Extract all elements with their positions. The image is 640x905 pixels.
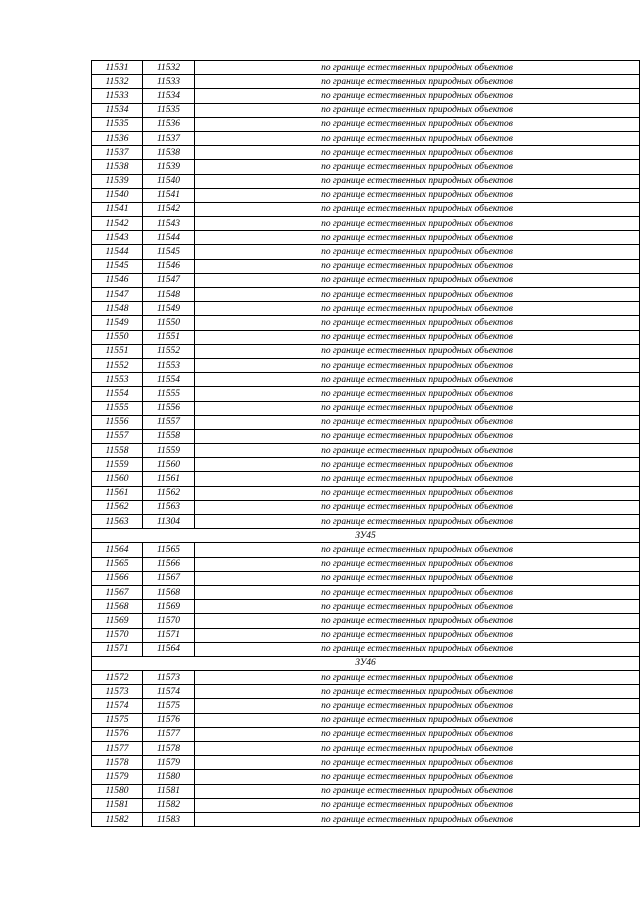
table-row [92,202,640,216]
point-from-cell: 11532 [92,75,143,89]
table-row [92,273,640,287]
table-row [92,671,640,685]
point-to-cell: 11557 [143,415,195,429]
point-to-cell: 11556 [143,401,195,415]
table-row [92,316,640,330]
point-from-cell: 11558 [92,444,143,458]
point-from-cell: 11534 [92,103,143,117]
boundary-description-cell: по границе естественных природных объектов [195,61,640,75]
boundary-description-cell: по границе естественных природных объектов [195,330,640,344]
table-row [92,756,640,770]
point-to-cell: 11541 [143,188,195,202]
table-row [92,472,640,486]
point-from-cell: 11540 [92,188,143,202]
table-row [92,61,640,75]
point-from-cell: 11567 [92,585,143,599]
point-from-cell: 11545 [92,259,143,273]
section-label: ЗУ45 [92,529,640,543]
point-from-cell: 11547 [92,288,143,302]
boundary-description-cell: по границе естественных природных объектов [195,585,640,599]
point-to-cell: 11535 [143,103,195,117]
point-to-cell: 11532 [143,61,195,75]
point-from-cell: 11541 [92,202,143,216]
table-row [92,387,640,401]
point-from-cell: 11550 [92,330,143,344]
point-to-cell: 11547 [143,273,195,287]
table-row [92,188,640,202]
table-row [92,585,640,599]
section-header-row [92,656,640,670]
table-row [92,245,640,259]
point-from-cell: 11568 [92,600,143,614]
point-from-cell: 11538 [92,160,143,174]
point-to-cell: 11538 [143,146,195,160]
boundary-description-cell: по границе естественных природных объектов [195,288,640,302]
point-to-cell: 11542 [143,202,195,216]
point-from-cell: 11579 [92,770,143,784]
point-from-cell: 11569 [92,614,143,628]
boundary-description-cell: по границе естественных природных объектов [195,146,640,160]
boundary-description-cell: по границе естественных природных объектов [195,614,640,628]
point-to-cell: 11537 [143,131,195,145]
point-from-cell: 11581 [92,798,143,812]
table-row [92,770,640,784]
point-to-cell: 11554 [143,373,195,387]
boundary-description-cell: по границе естественных природных объектов [195,798,640,812]
table-row [92,784,640,798]
point-to-cell: 11570 [143,614,195,628]
point-to-cell: 11553 [143,358,195,372]
point-to-cell: 11545 [143,245,195,259]
boundary-description-cell: по границе естественных природных объектов [195,160,640,174]
table-row [92,259,640,273]
point-from-cell: 11543 [92,231,143,245]
point-from-cell: 11575 [92,713,143,727]
point-from-cell: 11539 [92,174,143,188]
point-to-cell: 11559 [143,444,195,458]
point-from-cell: 11576 [92,727,143,741]
point-to-cell: 11574 [143,685,195,699]
point-to-cell: 11561 [143,472,195,486]
table-row [92,600,640,614]
table-row [92,415,640,429]
point-from-cell: 11574 [92,699,143,713]
table-row [92,429,640,443]
table-row [92,486,640,500]
boundary-description-cell: по границе естественных природных объектов [195,231,640,245]
point-to-cell: 11540 [143,174,195,188]
table-row [92,727,640,741]
table-row [92,798,640,812]
boundary-description-cell: по границе естественных природных объектов [195,202,640,216]
point-to-cell: 11578 [143,742,195,756]
point-to-cell: 11566 [143,557,195,571]
point-to-cell: 11573 [143,671,195,685]
table-row [92,458,640,472]
table-row [92,344,640,358]
boundary-description-cell: по границе естественных природных объектов [195,500,640,514]
point-to-cell: 11571 [143,628,195,642]
point-to-cell: 11534 [143,89,195,103]
point-to-cell: 11533 [143,75,195,89]
point-to-cell: 11581 [143,784,195,798]
table-row [92,231,640,245]
point-to-cell: 11552 [143,344,195,358]
table-row [92,713,640,727]
point-from-cell: 11582 [92,812,143,826]
boundary-description-cell: по границе естественных природных объектов [195,571,640,585]
table-row [92,160,640,174]
point-from-cell: 11580 [92,784,143,798]
table-row [92,330,640,344]
point-from-cell: 11546 [92,273,143,287]
boundary-description-cell: по границе естественных природных объектов [195,628,640,642]
point-from-cell: 11537 [92,146,143,160]
boundary-description-cell: по границе естественных природных объектов [195,429,640,443]
section-header-row [92,529,640,543]
table-row [92,500,640,514]
point-from-cell: 11554 [92,387,143,401]
point-to-cell: 11539 [143,160,195,174]
boundary-description-cell: по границе естественных природных объектов [195,770,640,784]
point-to-cell: 11536 [143,117,195,131]
point-from-cell: 11551 [92,344,143,358]
point-to-cell: 11546 [143,259,195,273]
boundary-description-cell: по границе естественных природных объектов [195,742,640,756]
table-row [92,571,640,585]
boundary-description-cell: по границе естественных природных объектов [195,543,640,557]
table-row [92,515,640,529]
point-from-cell: 11553 [92,373,143,387]
boundary-description-cell: по границе естественных природных объектов [195,727,640,741]
table-row [92,288,640,302]
section-label: ЗУ46 [92,656,640,670]
boundary-table-body [92,61,640,827]
point-from-cell: 11556 [92,415,143,429]
table-row [92,557,640,571]
point-from-cell: 11572 [92,671,143,685]
point-to-cell: 11549 [143,302,195,316]
boundary-description-cell: по границе естественных природных объектов [195,387,640,401]
table-row [92,75,640,89]
boundary-description-cell: по границе естественных природных объектов [195,302,640,316]
boundary-description-cell: по границе естественных природных объектов [195,373,640,387]
point-to-cell: 11575 [143,699,195,713]
boundary-description-cell: по границе естественных природных объектов [195,784,640,798]
table-row [92,302,640,316]
point-to-cell: 11548 [143,288,195,302]
point-to-cell: 11555 [143,387,195,401]
point-to-cell: 11580 [143,770,195,784]
point-from-cell: 11559 [92,458,143,472]
point-to-cell: 11564 [143,642,195,656]
boundary-description-cell: по границе естественных природных объектов [195,75,640,89]
point-from-cell: 11578 [92,756,143,770]
table-row [92,373,640,387]
table-row [92,146,640,160]
point-from-cell: 11570 [92,628,143,642]
boundary-description-cell: по границе естественных природных объектов [195,415,640,429]
table-row [92,131,640,145]
table-row [92,89,640,103]
table-row [92,543,640,557]
point-to-cell: 11550 [143,316,195,330]
table-row [92,685,640,699]
point-from-cell: 11549 [92,316,143,330]
table-row [92,628,640,642]
point-from-cell: 11562 [92,500,143,514]
boundary-description-cell: по границе естественных природных объектов [195,515,640,529]
point-to-cell: 11543 [143,217,195,231]
point-to-cell: 11568 [143,585,195,599]
boundary-description-cell: по границе естественных природных объектов [195,401,640,415]
boundary-description-cell: по границе естественных природных объектов [195,89,640,103]
point-to-cell: 11576 [143,713,195,727]
table-row [92,642,640,656]
table-row [92,117,640,131]
point-from-cell: 11542 [92,217,143,231]
boundary-description-cell: по границе естественных природных объектов [195,444,640,458]
boundary-description-cell: по границе естественных природных объектов [195,131,640,145]
boundary-description-cell: по границе естественных природных объектов [195,486,640,500]
point-from-cell: 11571 [92,642,143,656]
point-from-cell: 11533 [92,89,143,103]
boundary-description-cell: по границе естественных природных объектов [195,713,640,727]
point-to-cell: 11562 [143,486,195,500]
boundary-description-cell: по границе естественных природных объектов [195,671,640,685]
boundary-description-cell: по границе естественных природных объектов [195,685,640,699]
table-row [92,444,640,458]
boundary-description-cell: по границе естественных природных объектов [195,316,640,330]
boundary-description-cell: по границе естественных природных объектов [195,557,640,571]
point-from-cell: 11560 [92,472,143,486]
point-from-cell: 11535 [92,117,143,131]
table-row [92,401,640,415]
point-to-cell: 11565 [143,543,195,557]
point-to-cell: 11582 [143,798,195,812]
boundary-description-cell: по границе естественных природных объектов [195,117,640,131]
boundary-description-cell: по границе естественных природных объектов [195,756,640,770]
boundary-description-cell: по границе естественных природных объектов [195,188,640,202]
point-to-cell: 11551 [143,330,195,344]
boundary-description-cell: по границе естественных природных объектов [195,458,640,472]
point-to-cell: 11577 [143,727,195,741]
point-from-cell: 11565 [92,557,143,571]
point-from-cell: 11552 [92,358,143,372]
table-row [92,174,640,188]
point-from-cell: 11564 [92,543,143,557]
table-row [92,217,640,231]
boundary-description-cell: по границе естественных природных объектов [195,273,640,287]
point-from-cell: 11531 [92,61,143,75]
table-row [92,614,640,628]
boundary-description-cell: по границе естественных природных объектов [195,358,640,372]
point-from-cell: 11544 [92,245,143,259]
table-row [92,358,640,372]
boundary-description-cell: по границе естественных природных объектов [195,259,640,273]
point-to-cell: 11560 [143,458,195,472]
point-to-cell: 11304 [143,515,195,529]
point-to-cell: 11544 [143,231,195,245]
table-row [92,742,640,756]
boundary-description-cell: по границе естественных природных объектов [195,174,640,188]
boundary-description-cell: по границе естественных природных объектов [195,344,640,358]
table-row [92,103,640,117]
point-from-cell: 11555 [92,401,143,415]
boundary-description-cell: по границе естественных природных объектов [195,245,640,259]
boundary-table [91,60,640,827]
boundary-description-cell: по границе естественных природных объектов [195,812,640,826]
point-from-cell: 11548 [92,302,143,316]
point-to-cell: 11563 [143,500,195,514]
point-to-cell: 11583 [143,812,195,826]
boundary-description-cell: по границе естественных природных объектов [195,699,640,713]
boundary-description-cell: по границе естественных природных объектов [195,600,640,614]
point-from-cell: 11563 [92,515,143,529]
table-row [92,812,640,826]
boundary-description-cell: по границе естественных природных объектов [195,217,640,231]
point-from-cell: 11573 [92,685,143,699]
boundary-description-cell: по границе естественных природных объектов [195,103,640,117]
boundary-description-cell: по границе естественных природных объектов [195,472,640,486]
point-to-cell: 11558 [143,429,195,443]
point-to-cell: 11569 [143,600,195,614]
point-from-cell: 11566 [92,571,143,585]
point-from-cell: 11561 [92,486,143,500]
boundary-description-cell: по границе естественных природных объектов [195,642,640,656]
point-to-cell: 11579 [143,756,195,770]
table-row [92,699,640,713]
point-from-cell: 11577 [92,742,143,756]
point-to-cell: 11567 [143,571,195,585]
point-from-cell: 11557 [92,429,143,443]
point-from-cell: 11536 [92,131,143,145]
